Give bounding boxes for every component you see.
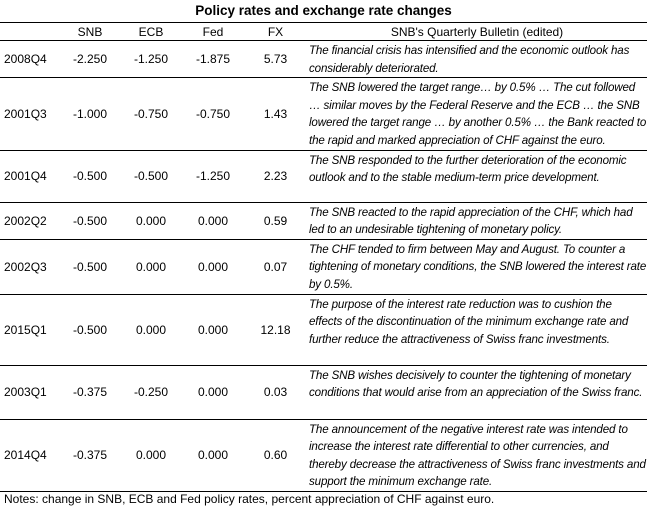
fx-cell: 0.60 (244, 419, 307, 491)
fx-cell: 0.07 (244, 239, 307, 294)
fed-cell: 0.000 (182, 419, 244, 491)
period-cell: 2001Q3 (0, 78, 60, 150)
ecb-cell: -1.250 (120, 41, 182, 78)
ecb-cell: 0.000 (120, 294, 182, 365)
fed-cell: 0.000 (182, 365, 244, 419)
bulletin-text-cell: The CHF tended to firm between May and August. To counter a tightening of monetary conditions, the SNB lowered the interest rate by 0.5%. (307, 239, 647, 294)
fed-cell: 0.000 (182, 294, 244, 365)
fed-cell: -0.750 (182, 78, 244, 150)
col-header-snb: SNB (60, 23, 120, 41)
fx-cell: 0.59 (244, 202, 307, 239)
snb-cell: -1.000 (60, 78, 120, 150)
table-title: Policy rates and exchange rate changes (195, 3, 452, 18)
fed-cell: -1.875 (182, 41, 244, 78)
bulletin-text-cell: The SNB reacted to the rapid appreciation of the CHF, which had led to an undesirable tightening of monetary policy. (307, 202, 647, 239)
fed-cell: 0.000 (182, 202, 244, 239)
col-header-fed: Fed (182, 23, 244, 41)
ecb-cell: 0.000 (120, 239, 182, 294)
period-cell: 2015Q1 (0, 294, 60, 365)
bulletin-text-cell: The SNB lowered the target range… by 0.5% … The cut followed … similar moves by the Federal Reserve and the ECB … the SNB lowered the target range … by another 0.5% … the Bank reacted to the rapid and marked appreciation of CHF against the euro. (307, 78, 647, 150)
fx-cell: 5.73 (244, 41, 307, 78)
ecb-cell: -0.500 (120, 150, 182, 202)
table-row (0, 365, 647, 419)
period-cell: 2003Q1 (0, 365, 60, 419)
table-row (0, 150, 647, 202)
ecb-cell: 0.000 (120, 419, 182, 491)
period-cell: 2001Q4 (0, 150, 60, 202)
ecb-cell: -0.250 (120, 365, 182, 419)
table-row (0, 202, 647, 239)
snb-cell: -0.500 (60, 294, 120, 365)
table-notes: Notes: change in SNB, ECB and Fed policy rates, percent appreciation of CHF against euro. (4, 492, 495, 506)
snb-cell: -0.500 (60, 239, 120, 294)
fx-cell: 1.43 (244, 78, 307, 150)
fed-cell: 0.000 (182, 239, 244, 294)
snb-cell: -0.375 (60, 419, 120, 491)
col-header-period (0, 23, 60, 41)
snb-cell: -0.375 (60, 365, 120, 419)
policy-rates-table (0, 22, 647, 492)
period-cell: 2002Q2 (0, 202, 60, 239)
snb-cell: -0.500 (60, 150, 120, 202)
snb-cell: -0.500 (60, 202, 120, 239)
period-cell: 2008Q4 (0, 41, 60, 78)
table-row (0, 419, 647, 491)
bulletin-text-cell: The purpose of the interest rate reduction was to cushion the effects of the discontinuation of the minimum exchange rate and further reduce the attractiveness of Swiss franc investments. (307, 294, 647, 365)
bulletin-text-cell: The SNB responded to the further deterioration of the economic outlook and to the stable medium-term price development. (307, 150, 647, 202)
header-row (0, 23, 647, 41)
col-header-bulletin: SNB's Quarterly Bulletin (edited) (307, 23, 647, 41)
table-row (0, 239, 647, 294)
bulletin-text-cell: The financial crisis has intensified and the economic outlook has considerably deteriorated. (307, 41, 647, 78)
ecb-cell: -0.750 (120, 78, 182, 150)
bulletin-text-cell: The SNB wishes decisively to counter the tightening of monetary conditions that would arise from an appreciation of the Swiss franc. (307, 365, 647, 419)
table-row (0, 78, 647, 150)
period-cell: 2014Q4 (0, 419, 60, 491)
bulletin-text-cell: The announcement of the negative interest rate was intended to increase the interest rate differential to other currencies, and thereby decrease the attractiveness of Swiss franc investments and support the minimum exchange rate. (307, 419, 647, 491)
fx-cell: 0.03 (244, 365, 307, 419)
fx-cell: 12.18 (244, 294, 307, 365)
period-cell: 2002Q3 (0, 239, 60, 294)
snb-cell: -2.250 (60, 41, 120, 78)
ecb-cell: 0.000 (120, 202, 182, 239)
fx-cell: 2.23 (244, 150, 307, 202)
col-header-ecb: ECB (120, 23, 182, 41)
table-row (0, 41, 647, 78)
table-row (0, 294, 647, 365)
col-header-fx: FX (244, 23, 307, 41)
fed-cell: -1.250 (182, 150, 244, 202)
